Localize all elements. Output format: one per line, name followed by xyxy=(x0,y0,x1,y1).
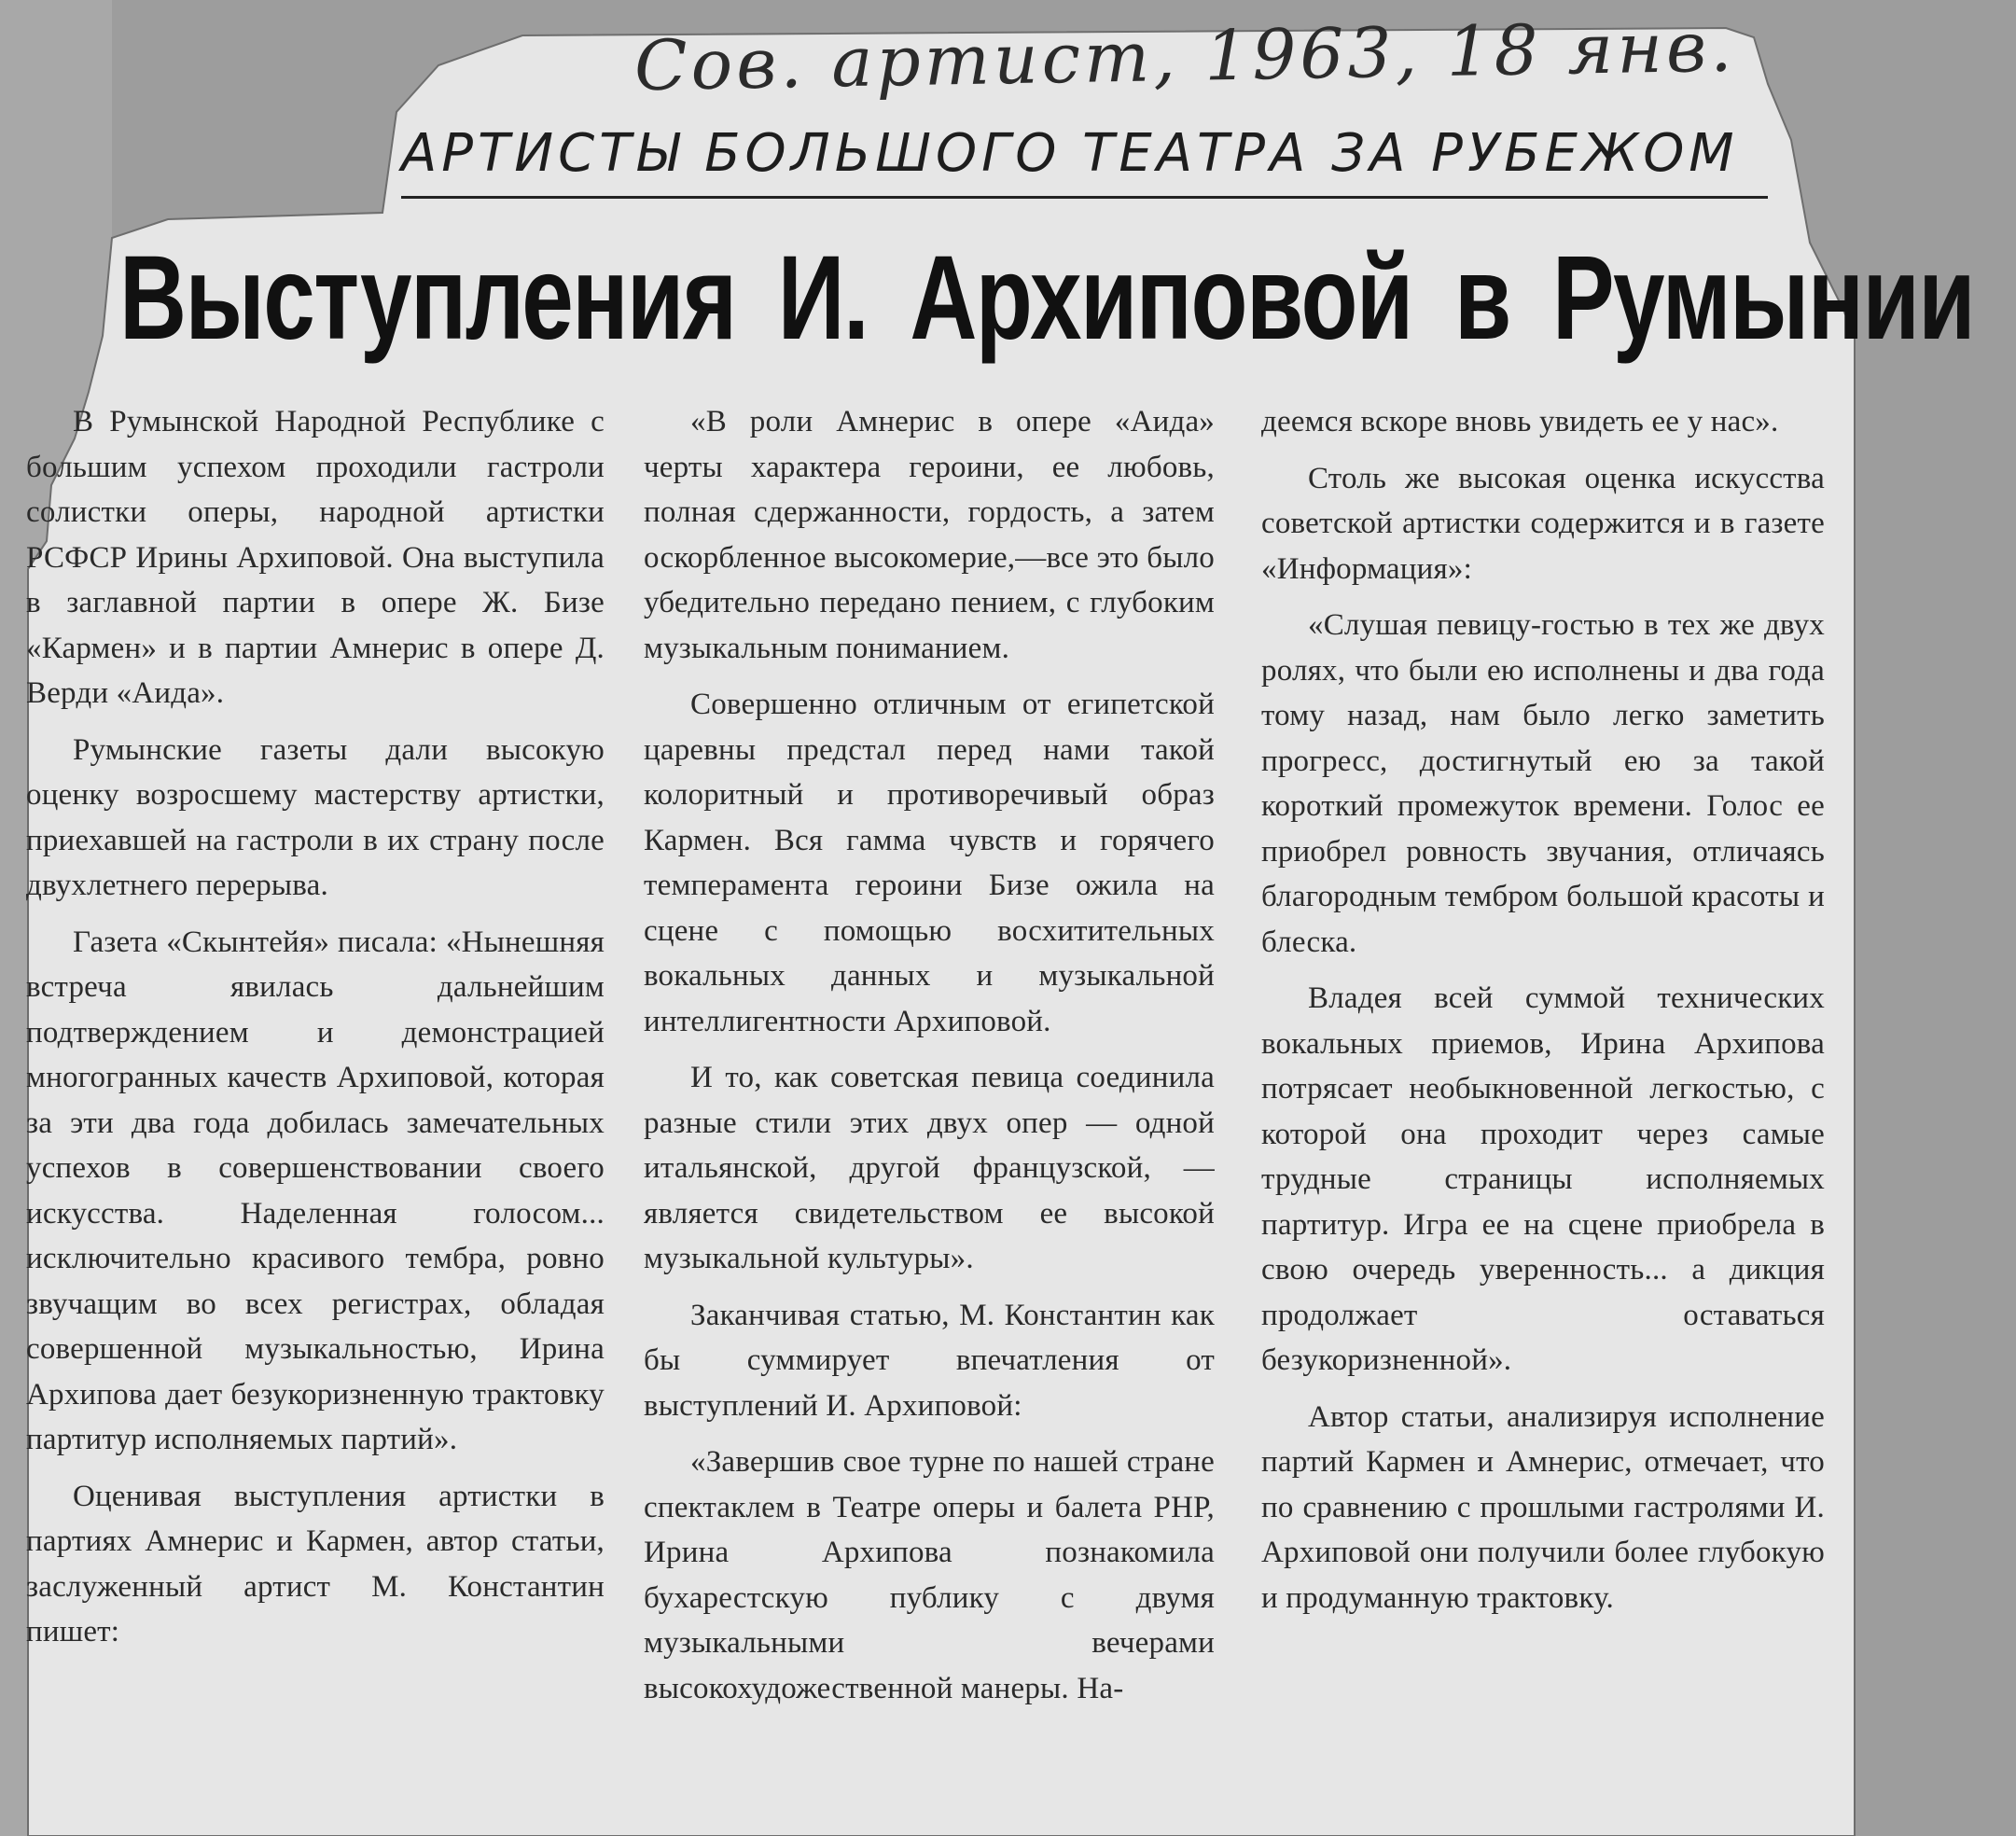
section-rubric: АРТИСТЫ БОЛЬШОГО ТЕАТРА ЗА РУБЕЖОМ xyxy=(401,123,1739,184)
rubric-underline xyxy=(401,196,1768,199)
paragraph: «В роли Амнерис в опере «Аида» черты характера героини, ее любовь, полная сдержанности, гордость, а затем оскорбленное высокомерие,—все это было убедительно передано пением, с глубоким музыкальным пониманием. xyxy=(644,405,1216,665)
article-column-1 xyxy=(26,399,605,1655)
article-column-2 xyxy=(644,399,1215,1711)
paragraph: В Румынской Народной Республике с большим успехом проходили гастроли солистки оперы, народной артистки РСФСР Ирины Архиповой. Она выступила в заглавной партии в опере Ж. Бизе «Кармен» и в партии Амнерис в опере Д. Верди «Аида». xyxy=(26,405,605,710)
paragraph: Оценивая выступления артистки в партиях Амнерис и Кармен, автор статьи, заслуженный артист М. Константин пишет: xyxy=(26,1479,605,1648)
paragraph: Румынские газеты дали высокую оценку возросшему мастерству артистки, приехавшей на гастроли в их страну после двухлетнего перерыва. xyxy=(26,732,605,902)
paragraph: «Завершив свое турне по нашей стране спектаклем в Театре оперы и балета РНР, Ирина Архипова познакомила бухарестскую публику с двумя музыкальными вечерами высокохудожественной манеры. На- xyxy=(644,1445,1215,1705)
headline-word: Румынии xyxy=(1552,231,1975,365)
headline-word: И. xyxy=(777,231,869,365)
article-column-3 xyxy=(1261,399,1825,1620)
headline-word: Архиповой xyxy=(910,231,1412,365)
handwritten-source-note: Сов. артист, 1963, 18 янв. xyxy=(633,7,1737,107)
article-headline xyxy=(119,230,1975,365)
paragraph-continuation: деемся вскоре вновь увидеть ее у нас». xyxy=(1261,405,1779,438)
paragraph: Совершенно отличным от египетской царевны предстал перед нами такой колоритный и противоречивый образ Кармен. Вся гамма чувств и горячего темперамента героини Бизе ожила на сцене с помощью восхитительных вокальных данных и музыкальной интеллигентности Архиповой. xyxy=(644,688,1215,1038)
headline-word: в xyxy=(1453,231,1510,365)
paragraph: «Слушая певицу-гостью в тех же двух ролях, что были ею исполнены и два года тому назад, нам было легко заметить прогресс, достигнутый ею за такой короткий промежуток времени. Голос ее приобрел ровность звучания, отличаясь благородным тембром большой красоты и блеска. xyxy=(1261,608,1825,959)
paragraph: Владея всей суммой технических вокальных приемов, Ирина Архипова потрясает необыкновенной легкостью, с которой она проходит через самые трудные страницы исполняемых партитур. Игра ее на сцене приобрела в свою очередь уверенность... а дикция продолжает оставаться безукоризненной». xyxy=(1261,981,1825,1377)
paragraph: Заканчивая статью, М. Константин как бы суммирует впечатления от выступлений И. Архиповой: xyxy=(644,1298,1215,1423)
headline-word: Выступления xyxy=(119,231,736,365)
paragraph: Газета «Скынтейя» писала: «Нынешняя встреча явилась дальнейшим подтверждением и демонстрацией многогранных качеств Архиповой, которая за эти два года добилась замечательных успехов в совершенствовании своего искусства. Наделенная голосом... исключительно красивого тембра, ровно звучащим во всех регистрах, обладая совершенной музыкальностью, Ирина Архипова дает безукоризненную трактовку партитур исполняемых партий». xyxy=(26,925,605,1456)
paragraph: И то, как советская певица соединила разные стили этих двух опер — одной итальянской, другой французской, — является свидетельством ее высокой музыкальной культуры». xyxy=(644,1061,1215,1275)
paragraph: Автор статьи, анализируя исполнение партий Кармен и Амнерис, отмечает, что по сравнению с прошлыми гастролями И. Архиповой они получили более глубокую и продуманную трактовку. xyxy=(1261,1399,1825,1615)
paragraph: Столь же высокая оценка искусства советской артистки содержится и в газете «Информация»: xyxy=(1261,461,1825,586)
